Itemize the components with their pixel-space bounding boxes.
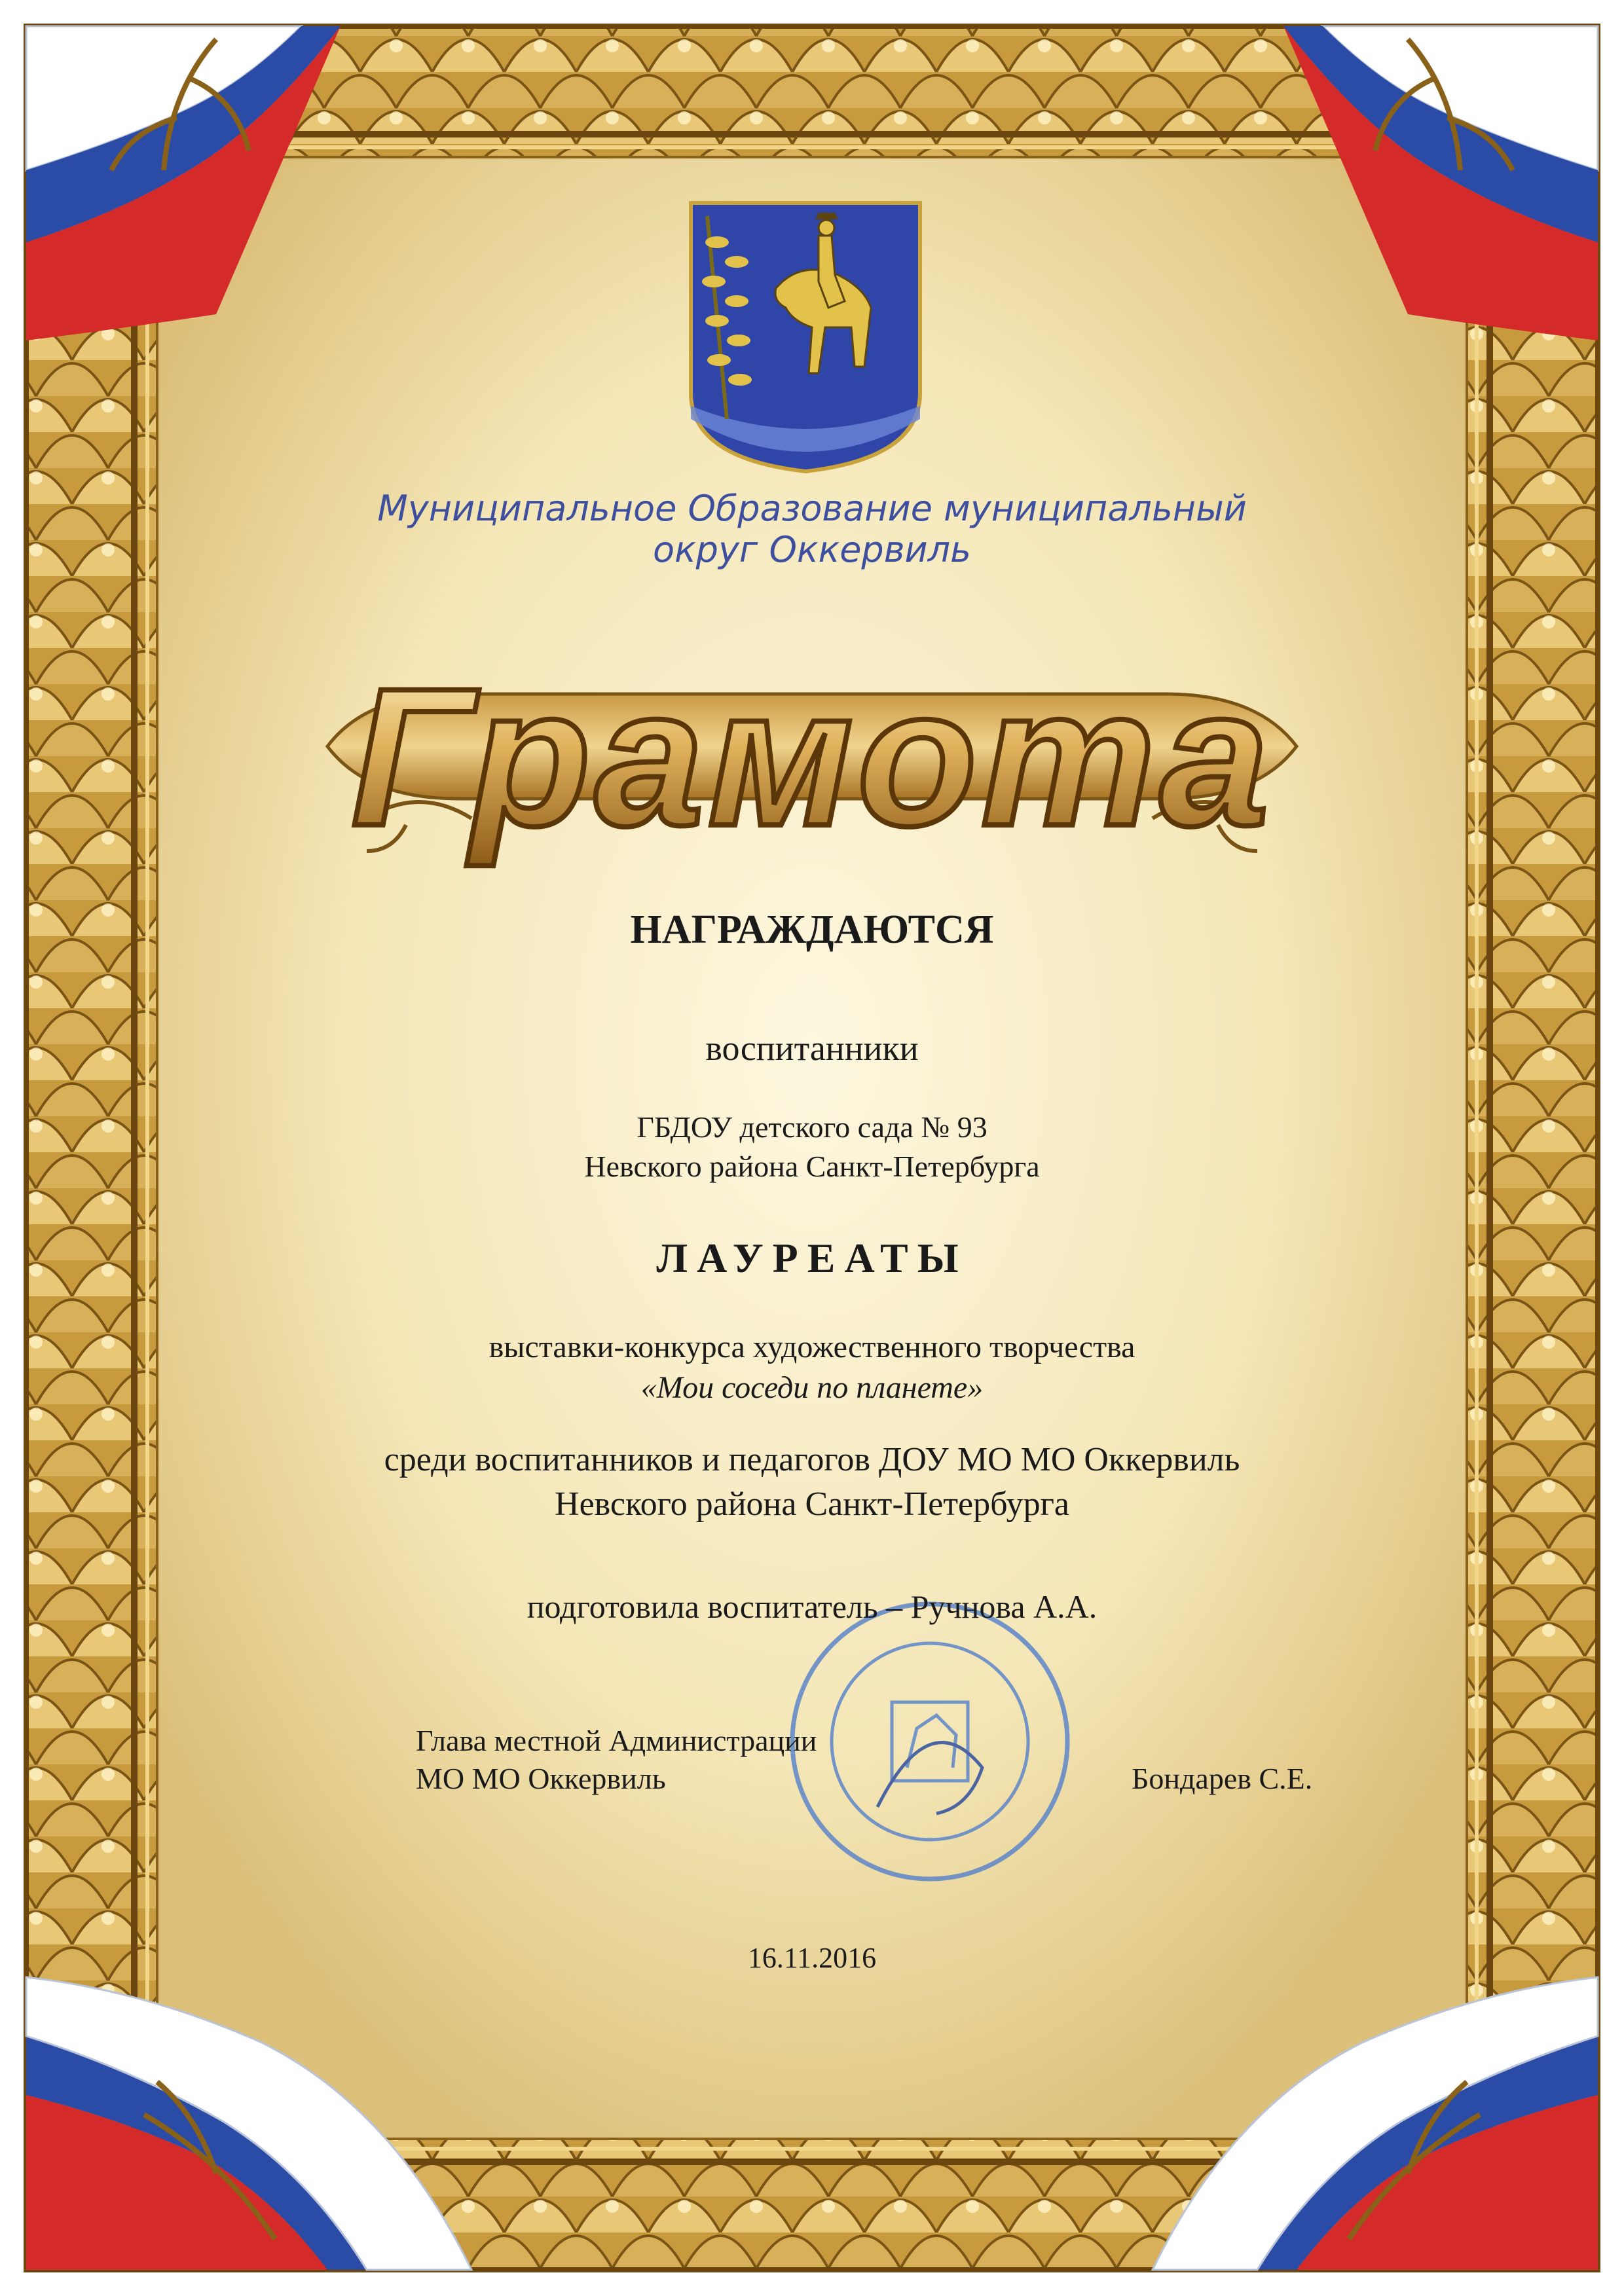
certificate-title — [308, 629, 1316, 877]
title-text: Грамота — [351, 647, 1273, 867]
municipality-name-line2: округ Оккервиль — [653, 529, 971, 570]
prepared-by: подготовила воспитатель – Ручнова А.А. — [526, 1588, 1098, 1625]
recipients-text: воспитанники — [705, 1029, 919, 1068]
awarded-heading: НАГРАЖДАЮТСЯ — [630, 907, 994, 952]
contest-line1: выставки-конкурса художественного творчества — [489, 1330, 1135, 1364]
signatory-title-line2: МО МО Оккервиль — [416, 1762, 666, 1795]
signatory-title-line1: Глава местной Администрации — [416, 1724, 817, 1757]
laureates-heading: ЛАУРЕАТЫ — [656, 1235, 968, 1281]
among-line1: среди воспитанников и педагогов ДОУ МО МО Оккервиль — [384, 1441, 1240, 1478]
kindergarten-line1: ГБДОУ детского сада № 93 — [637, 1110, 987, 1144]
coat-of-arms — [691, 203, 920, 471]
municipality-name-line1: Муниципальное Образование муниципальный — [377, 488, 1247, 529]
signatory-name: Бондарев С.Е. — [1132, 1762, 1313, 1795]
contest-name: «Мои соседи по планете» — [640, 1370, 984, 1405]
among-line2: Невского района Санкт-Петербурга — [555, 1485, 1069, 1523]
issue-date: 16.11.2016 — [747, 1942, 877, 1974]
kindergarten-line2: Невского района Санкт-Петербурга — [584, 1150, 1040, 1183]
